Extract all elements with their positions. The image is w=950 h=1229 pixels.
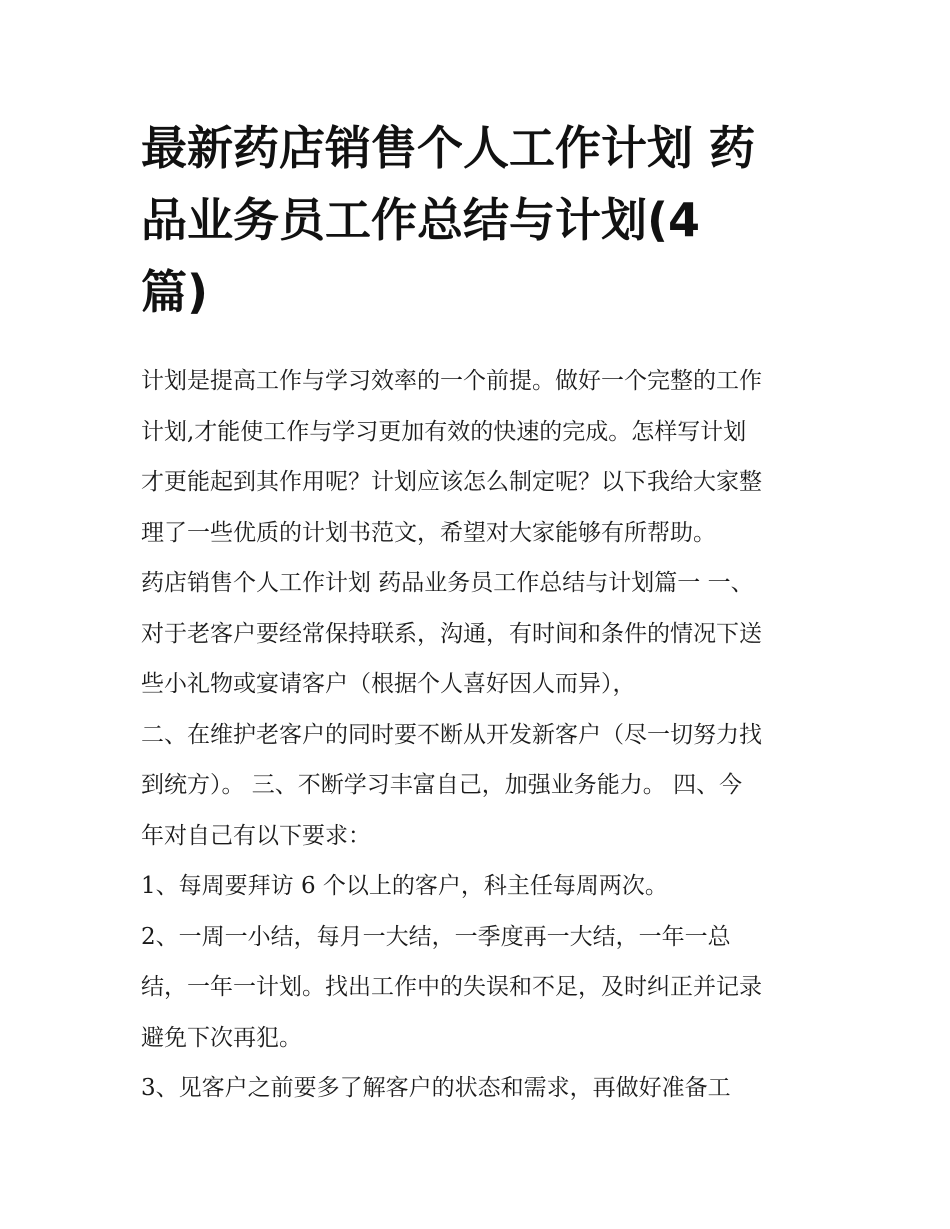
body-line: 药店销售个人工作计划 药品业务员工作总结与计划篇一 一、 xyxy=(141,570,754,596)
body-line: 才更能起到其作用呢？计划应该怎么制定呢？以下我给大家整 xyxy=(141,469,762,495)
document-title xyxy=(141,112,821,328)
body-line: 些小礼物或宴请客户（根据个人喜好因人而异）， xyxy=(141,671,636,697)
body-line: 理了一些优质的计划书范文，希望对大家能够有所帮助。 xyxy=(141,519,716,546)
title-line: 篇) xyxy=(141,265,209,319)
body-line: 到统方）。 三、不断学习丰富自己，加强业务能力。 四、今 xyxy=(141,772,743,798)
body-line: 2、一周一小结，每月一大结，一季度再一大结，一年一总 xyxy=(141,923,731,950)
document-body xyxy=(141,356,831,1114)
body-line: 3、见客户之前要多了解客户的状态和需求，再做好准备工 xyxy=(141,1075,731,1101)
body-line: 避免下次再犯。 xyxy=(141,1024,302,1051)
title-line: 品业务员工作总结与计划(4 xyxy=(141,193,701,247)
body-line: 计划是提高工作与学习效率的一个前提。做好一个完整的工作 xyxy=(141,368,762,394)
title-line: 最新药店销售个人工作计划 药 xyxy=(141,121,756,175)
body-line: 对于老客户要经常保持联系，沟通，有时间和条件的情况下送 xyxy=(141,620,762,647)
body-line: 计划,才能使工作与学习更加有效的快速的完成。怎样写计划 xyxy=(141,418,747,445)
body-line: 年对自己有以下要求： xyxy=(141,822,371,849)
body-line: 二、在维护老客户的同时要不断从开发新客户（尽一切努力找 xyxy=(141,721,762,748)
body-line: 结，一年一计划。找出工作中的失误和不足，及时纠正并记录 xyxy=(141,974,762,1000)
body-line: 1、每周要拜访 6 个以上的客户，科主任每周两次。 xyxy=(141,873,668,899)
